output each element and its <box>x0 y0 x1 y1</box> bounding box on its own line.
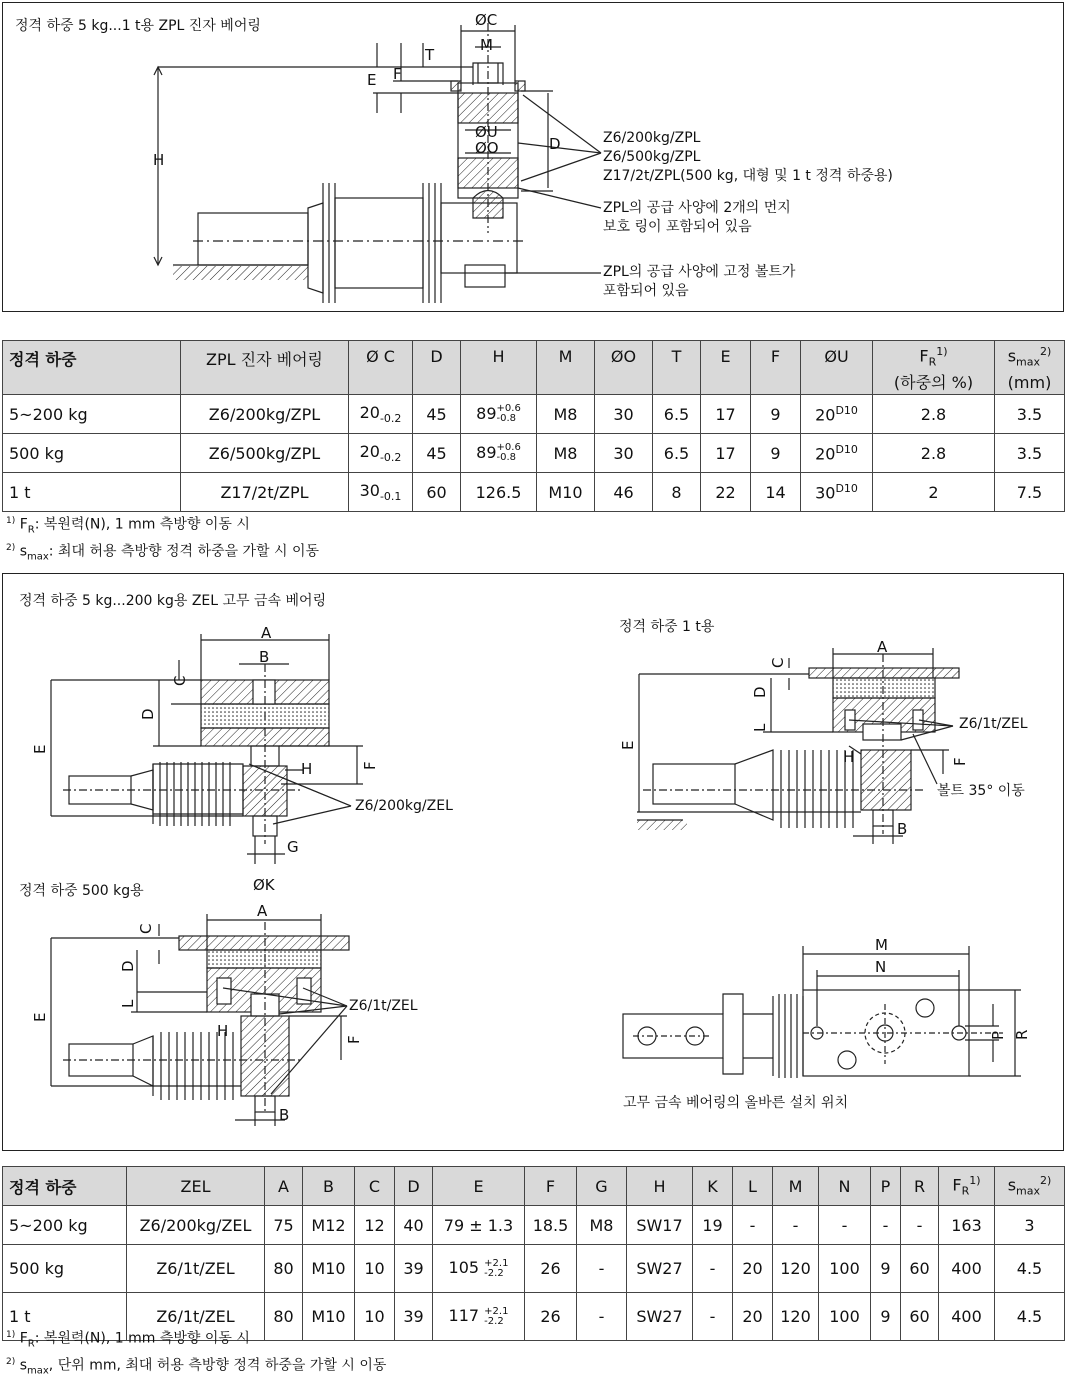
zel-dim-f-500: F <box>345 1035 363 1044</box>
zel-dim-a-200: A <box>261 624 272 642</box>
zpl-dust-ring-note <box>603 199 791 237</box>
zel-cell: 19 <box>693 1206 733 1245</box>
zel-cell: - <box>773 1206 819 1245</box>
dim-t: T <box>425 46 435 64</box>
zpl-cell: 22 <box>701 473 751 512</box>
zel-cell: 79 ± 1.3 <box>433 1206 525 1245</box>
zel-dim-b-1t: B <box>897 820 908 838</box>
zel-hdr-e: E <box>433 1167 525 1206</box>
zel-cell: 10 <box>355 1245 395 1293</box>
zel-cell: 26 <box>525 1293 577 1341</box>
zel-cell: 163 <box>939 1206 995 1245</box>
zel-cell: - <box>577 1245 627 1293</box>
zel-cell: Z6/1t/ZEL <box>127 1293 265 1341</box>
zpl-cell: 3.5 <box>995 434 1065 473</box>
zel-hdr-a: A <box>265 1167 303 1206</box>
zel-dim-l-1t: L <box>751 723 769 732</box>
zpl-title: 정격 하중 5 kg...1 t용 ZPL 진자 베어링 <box>15 18 261 34</box>
zel-title-500: 정격 하중 500 kg용 <box>19 883 144 899</box>
zel-cell: 26 <box>525 1245 577 1293</box>
zel-cell: 80 <box>265 1293 303 1341</box>
zel-cell: - <box>901 1206 939 1245</box>
zel-hdr-c: C <box>355 1167 395 1206</box>
zel-dim-h-500: H <box>217 1022 229 1040</box>
zel-cell: 120 <box>773 1245 819 1293</box>
zel-cell: M10 <box>303 1293 355 1341</box>
zel-footnote-2: $^{2)}$ $s_{max}$, 단위 mm, 최대 허용 측방향 정격 하중을 가할 시 이동 <box>6 1357 387 1377</box>
zpl-cell: 5~200 kg <box>3 395 181 434</box>
zpl-cell: 45 <box>413 395 461 434</box>
zel-cell: 10 <box>355 1293 395 1341</box>
zel-cell: 60 <box>901 1293 939 1341</box>
hdr-smax-sup: 2) <box>1040 345 1052 359</box>
zel-cell: 40 <box>395 1206 433 1245</box>
zpl-footnotes <box>6 512 319 567</box>
zpl-cell: 500 kg <box>3 434 181 473</box>
zel-cell: - <box>693 1245 733 1293</box>
zpl-cell: 17 <box>701 395 751 434</box>
zpl-table-row <box>3 434 1065 473</box>
zpl-cell: 30 <box>595 395 653 434</box>
zel-model-200: Z6/200kg/ZEL <box>355 798 453 814</box>
zel-table-row <box>3 1206 1065 1245</box>
hdr-h: H <box>461 341 537 395</box>
zel-title-1t: 정격 하중 1 t용 <box>619 619 715 635</box>
zel-cell: 75 <box>265 1206 303 1245</box>
dust-note-line-1: ZPL의 공급 사양에 2개의 먼지 <box>603 200 791 216</box>
dim-h: H <box>153 151 165 169</box>
zpl-cell: M8 <box>537 434 595 473</box>
zpl-cell: Z6/200kg/ZPL <box>181 395 349 434</box>
dust-note-line-2: 보호 링이 포함되어 있음 <box>603 219 752 235</box>
zpl-cell: 9 <box>751 395 801 434</box>
zel-dim-m: M <box>875 936 888 954</box>
dim-m: M <box>480 36 493 54</box>
zpl-footnote-1: $^{1)}$ $F_R$: 복원력(N), 1 mm 측방향 이동 시 <box>6 516 250 536</box>
hdr-d: D <box>413 341 461 395</box>
zpl-cell: Z6/500kg/ZPL <box>181 434 349 473</box>
zel-hdr-smax <box>995 1167 1065 1206</box>
zel-dim-d-1t: D <box>751 686 769 698</box>
zel-dim-a-500: A <box>257 902 268 920</box>
zel-cell: 100 <box>819 1293 871 1341</box>
dim-d: D <box>549 135 561 153</box>
dim-o: ØO <box>475 139 499 157</box>
zpl-cell: 17 <box>701 434 751 473</box>
zpl-footnote-2: $^{2)}$ $s_{max}$: 최대 허용 측방향 정격 하중을 가할 시 이동 <box>6 543 320 563</box>
zpl-header-row <box>3 341 1065 395</box>
zel-hdr-fr-sub: R <box>961 1184 970 1198</box>
zel-cell: 3 <box>995 1206 1065 1245</box>
dim-u: ØU <box>475 123 498 141</box>
zel-hdr-smax-sym: s <box>1007 1175 1017 1195</box>
zel-cell: - <box>577 1293 627 1341</box>
hdr-f: F <box>751 341 801 395</box>
zel-cell: 18.5 <box>525 1206 577 1245</box>
zel-hdr-smax-sub: max <box>1016 1184 1040 1198</box>
zel-cell: 9 <box>871 1293 901 1341</box>
zel-install-caption: 고무 금속 베어링의 올바른 설치 위치 <box>623 1095 849 1111</box>
zel-hdr-g: G <box>577 1167 627 1206</box>
zel-dim-g-200: G <box>287 838 299 856</box>
zel-cell: 20 <box>733 1245 773 1293</box>
zel-hdr-fr <box>939 1167 995 1206</box>
zpl-cell: M8 <box>537 395 595 434</box>
hdr-fr-sup: 1) <box>936 345 948 359</box>
zel-cell: 1 t <box>3 1293 127 1341</box>
zpl-cell: 89+0.6 -0.8 <box>461 395 537 434</box>
zpl-drawing-panel <box>2 2 1064 312</box>
zel-dim-f-200: F <box>361 761 379 770</box>
zel-cell: 117 +2.1 -2.2 <box>433 1293 525 1341</box>
zel-cell: Z6/1t/ZEL <box>127 1245 265 1293</box>
zel-model-1t: Z6/1t/ZEL <box>959 716 1028 732</box>
zpl-cell: 126.5 <box>461 473 537 512</box>
zpl-cell: 1 t <box>3 473 181 512</box>
bolt-note-line-2: 포함되어 있음 <box>603 283 689 299</box>
zel-cell: SW27 <box>627 1245 693 1293</box>
zel-hdr-load: 정격 하중 <box>3 1167 127 1206</box>
zel-footnotes <box>6 1326 386 1381</box>
zel-dim-c-1t: C <box>769 657 787 668</box>
zel-cell: 20 <box>733 1293 773 1341</box>
zel-cell: - <box>693 1293 733 1341</box>
zel-cell: - <box>733 1206 773 1245</box>
zel-cell: - <box>819 1206 871 1245</box>
zel-cell: 500 kg <box>3 1245 127 1293</box>
hdr-e: E <box>701 341 751 395</box>
zel-dim-n: N <box>875 958 887 976</box>
hdr-smax-unit: (mm) <box>1007 372 1052 392</box>
zel-dim-e-200: E <box>31 744 49 754</box>
hdr-fr <box>873 341 995 395</box>
zpl-cell: $30_{-0.1}$ <box>349 473 413 512</box>
zel-hdr-smax-sup: 2) <box>1040 1174 1052 1188</box>
zel-dim-d-200: D <box>139 708 157 720</box>
zel-cell: 120 <box>773 1293 819 1341</box>
zel-cell: 12 <box>355 1206 395 1245</box>
zel-cell: - <box>871 1206 901 1245</box>
zel-table-row <box>3 1245 1065 1293</box>
zpl-cell: 6.5 <box>653 434 701 473</box>
zel-drawing-panel <box>2 573 1064 1151</box>
zpl-cell: 14 <box>751 473 801 512</box>
zel-hdr-fr-sym: F <box>952 1175 962 1195</box>
zel-cell: 4.5 <box>995 1293 1065 1341</box>
zel-cell: 4.5 <box>995 1245 1065 1293</box>
zel-hdr-l: L <box>733 1167 773 1206</box>
zel-title: 정격 하중 5 kg...200 kg용 ZEL 고무 금속 베어링 <box>19 593 327 609</box>
zel-hdr-r: R <box>901 1167 939 1206</box>
zpl-cell: 2.8 <box>873 395 995 434</box>
hdr-fr-sym: F <box>919 346 929 366</box>
zel-cell: 100 <box>819 1245 871 1293</box>
zpl-cell: 89+0.6 -0.8 <box>461 434 537 473</box>
zel-hdr-zel: ZEL <box>127 1167 265 1206</box>
zpl-cell: $20_{-0.2}$ <box>349 395 413 434</box>
zel-cell: 105 +2.1 -2.2 <box>433 1245 525 1293</box>
zpl-cell: $20^{D10}$ <box>801 395 873 434</box>
zpl-cell: $20_{-0.2}$ <box>349 434 413 473</box>
hdr-o: ØO <box>595 341 653 395</box>
zel-cell: M8 <box>577 1206 627 1245</box>
zel-cell: M10 <box>303 1245 355 1293</box>
zel-hdr-p: P <box>871 1167 901 1206</box>
hdr-load: 정격 하중 <box>3 341 181 395</box>
hdr-t: T <box>653 341 701 395</box>
hdr-fr-sub: R <box>928 355 937 369</box>
zel-hdr-b: B <box>303 1167 355 1206</box>
zpl-cell: 46 <box>595 473 653 512</box>
zel-cell: SW27 <box>627 1293 693 1341</box>
bolt-note-line-1: ZPL의 공급 사양에 고정 볼트가 <box>603 264 796 280</box>
zpl-cell: $20^{D10}$ <box>801 434 873 473</box>
zpl-cell: 7.5 <box>995 473 1065 512</box>
hdr-c: Ø C <box>349 341 413 395</box>
callout-z17-2t-zpl: Z17/2t/ZPL(500 kg, 대형 및 1 t 정격 하중용) <box>603 168 893 184</box>
zel-hdr-h: H <box>627 1167 693 1206</box>
zel-dim-c-500: C <box>137 923 155 934</box>
zel-dim-c-200: C <box>171 675 189 686</box>
zel-hdr-m: M <box>773 1167 819 1206</box>
zpl-cell: 9 <box>751 434 801 473</box>
zpl-callout-models <box>603 129 893 186</box>
zel-cell: 5~200 kg <box>3 1206 127 1245</box>
zpl-cell: 6.5 <box>653 395 701 434</box>
zpl-cell: 60 <box>413 473 461 512</box>
zel-cell: 9 <box>871 1245 901 1293</box>
zel-dim-b-200: B <box>259 648 270 666</box>
zel-cell: M12 <box>303 1206 355 1245</box>
zel-hdr-n: N <box>819 1167 871 1206</box>
zpl-table-row <box>3 395 1065 434</box>
zel-cell: 400 <box>939 1245 995 1293</box>
zel-footnote-1: $^{1)}$ $F_R$: 복원력(N), 1 mm 측방향 이동 시 <box>6 1330 250 1350</box>
zpl-cell: 8 <box>653 473 701 512</box>
zel-cell: 39 <box>395 1245 433 1293</box>
dim-c: ØC <box>475 11 498 29</box>
hdr-smax-sym: s <box>1007 346 1017 366</box>
dim-e: E <box>367 71 377 89</box>
zel-dim-b-500: B <box>279 1106 290 1124</box>
zel-hdr-d: D <box>395 1167 433 1206</box>
zel-cell: 60 <box>901 1245 939 1293</box>
zel-dim-d-500: D <box>119 960 137 972</box>
hdr-smax-sub: max <box>1016 355 1040 369</box>
zel-dim-r: R <box>1013 1029 1031 1040</box>
zpl-cell: 2.8 <box>873 434 995 473</box>
hdr-bearing: ZPL 진자 베어링 <box>181 341 349 395</box>
zel-dim-h-1t: H <box>843 748 855 766</box>
zpl-bolt-note <box>603 263 795 301</box>
zel-model-500: Z6/1t/ZEL <box>349 998 418 1014</box>
hdr-fr-unit: (하중의 %) <box>893 372 974 392</box>
dim-f: F <box>393 65 402 83</box>
zel-dim-l-500: L <box>119 999 137 1008</box>
zel-bearing-drawings <box>3 574 1063 1150</box>
zpl-table-row <box>3 473 1065 512</box>
zel-dim-e-500: E <box>31 1012 49 1022</box>
zpl-cell: 30 <box>595 434 653 473</box>
zel-cell: SW17 <box>627 1206 693 1245</box>
zel-dim-f-1t: F <box>951 757 969 766</box>
zel-header-row <box>3 1167 1065 1206</box>
zel-hdr-k: K <box>693 1167 733 1206</box>
zel-table <box>2 1166 1065 1341</box>
zel-dim-h-200: H <box>301 760 313 778</box>
zpl-cell: 3.5 <box>995 395 1065 434</box>
zpl-cell: M10 <box>537 473 595 512</box>
zel-dim-p: P <box>989 1030 1007 1040</box>
callout-z6-200-zpl: Z6/200kg/ZPL <box>603 130 701 146</box>
zpl-table <box>2 340 1065 512</box>
zel-cell: 39 <box>395 1293 433 1341</box>
zel-dim-e-1t: E <box>619 740 637 750</box>
zel-cell: 80 <box>265 1245 303 1293</box>
zpl-pendulum-drawing <box>3 3 1063 311</box>
zel-dim-k-200: ØK <box>253 876 275 894</box>
hdr-m: M <box>537 341 595 395</box>
zpl-cell: 2 <box>873 473 995 512</box>
callout-z6-500-zpl: Z6/500kg/ZPL <box>603 149 701 165</box>
zel-cell: Z6/200kg/ZEL <box>127 1206 265 1245</box>
zel-bolt-note: 볼트 35° 이동 <box>937 783 1025 799</box>
hdr-smax <box>995 341 1065 395</box>
hdr-u: ØU <box>801 341 873 395</box>
zpl-cell: Z17/2t/ZPL <box>181 473 349 512</box>
zpl-cell: $30^{D10}$ <box>801 473 873 512</box>
zel-dim-a-1t: A <box>877 638 888 656</box>
zel-hdr-fr-sup: 1) <box>969 1174 981 1188</box>
zpl-cell: 45 <box>413 434 461 473</box>
zel-hdr-f: F <box>525 1167 577 1206</box>
zel-cell: 400 <box>939 1293 995 1341</box>
